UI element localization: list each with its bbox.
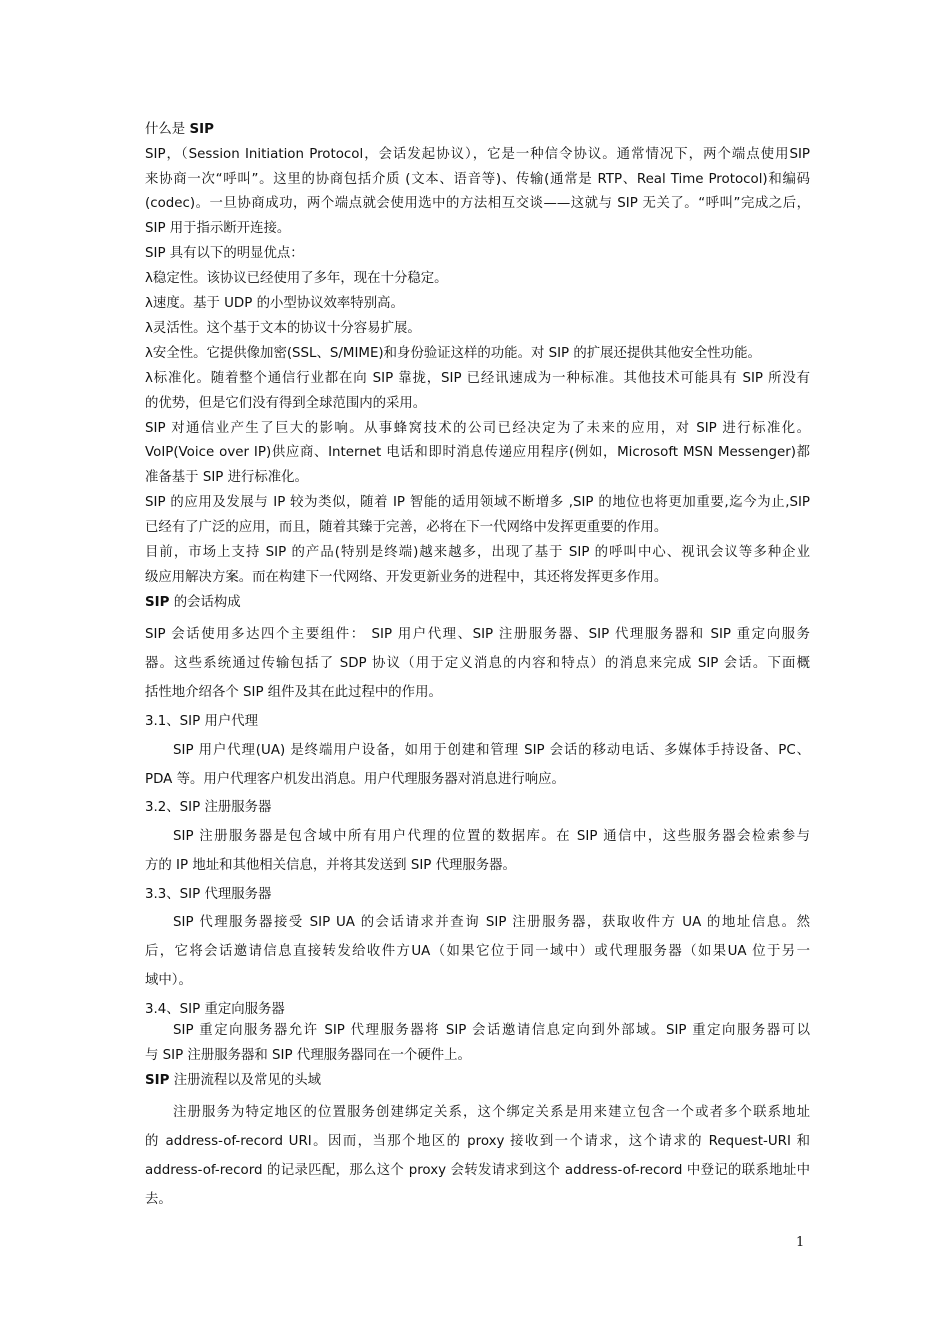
advantage-item: λ稳定性。该协议已经使用了多年，现在十分稳定。	[145, 271, 448, 286]
development-line: SIP 的应用及发展与 IP 较为类似，随着 IP 智能的适用领域不断增多 ,SIP 的地位也将更加重要,迄今为止,SIP	[145, 495, 810, 510]
section-3-1-line: SIP 用户代理(UA) 是终端用户设备，如用于创建和管理 SIP 会话的移动电话、多媒体手持设备、PC、	[173, 743, 810, 758]
market-line: 目前，市场上支持 SIP 的产品(特别是终端)越来越多，出现了基于 SIP 的呼叫中心、视讯会议等多种企业	[145, 545, 810, 560]
section-3-2-heading: 3.2、SIP 注册服务器	[145, 800, 272, 815]
page-number: 1	[796, 1235, 805, 1250]
title-prefix: 什么是	[145, 122, 190, 137]
session-heading-bold: SIP	[145, 595, 170, 610]
section-3-1-line: PDA 等。用户代理客户机发出消息。用户代理服务器对消息进行响应。	[145, 772, 565, 787]
section-3-2-line: SIP 注册服务器是包含域中所有用户代理的位置的数据库。在 SIP 通信中，这些服务器会检索参与	[173, 829, 810, 844]
section-3-4-line: SIP 重定向服务器允许 SIP 代理服务器将 SIP 会话邀请信息定向到外部域。SIP 重定向服务器可以	[173, 1023, 810, 1038]
intro-line: 来协商一次“呼叫”。这里的协商包括介质 (文本、语音等)、传输(通常是 RTP、Real Time Protocol)和编码	[145, 172, 810, 187]
advantage-item: λ灵活性。这个基于文本的协议十分容易扩展。	[145, 321, 421, 336]
advantage-item: λ标准化。随着整个通信行业都在向 SIP 靠拢，SIP 已经讯速成为一种标准。其他技术可能具有 SIP 所没有	[145, 371, 810, 386]
section-3-4-line: 与 SIP 注册服务器和 SIP 代理服务器同在一个硬件上。	[145, 1048, 471, 1063]
intro-line: SIP 用于指示断开连接。	[145, 221, 291, 236]
registration-line: address-of-record 的记录匹配，那么这个 proxy 会转发请求到这个 address-of-record 中登记的联系地址中	[145, 1163, 810, 1178]
registration-line: 注册服务为特定地区的位置服务创建绑定关系，这个绑定关系是用来建立包含一个或者多个联系地址	[173, 1105, 810, 1120]
impact-line: VoIP(Voice over IP)供应商、Internet 电话和即时消息传递应用程序(例如，Microsoft MSN Messenger)都	[145, 445, 810, 460]
section-3-3-line: 后，它将会话邀请信息直接转发给收件方UA（如果它位于同一域中）或代理服务器（如果UA 位于另一	[145, 944, 810, 959]
advantage-item: λ速度。基于 UDP 的小型协议效率特别高。	[145, 296, 404, 311]
registration-line: 去。	[145, 1192, 172, 1207]
registration-line: 的 address-of-record URI。因而，当那个地区的 proxy 接收到一个请求，这个请求的 Request-URI 和	[145, 1134, 810, 1149]
section-3-4-heading: 3.4、SIP 重定向服务器	[145, 1002, 285, 1017]
registration-heading-bold: SIP	[145, 1073, 170, 1088]
intro-line: SIP，（Session Initiation Protocol，会话发起协议），它是一种信令协议。通常情况下，两个端点使用SIP	[145, 147, 810, 162]
impact-line: SIP 对通信业产生了巨大的影响。从事蜂窝技术的公司已经决定为了未来的应用，对 SIP 进行标准化。	[145, 421, 810, 436]
market-line: 级应用解决方案。而在构建下一代网络、开发更新业务的进程中，其还将发挥更多作用。	[145, 570, 668, 585]
registration-heading	[145, 1072, 810, 1090]
session-intro-line: 器。这些系统通过传输包括了 SDP 协议（用于定义消息的内容和特点）的消息来完成 SIP 会话。下面概	[145, 656, 810, 671]
section-3-3-line: SIP 代理服务器接受 SIP UA 的会话请求并查询 SIP 注册服务器，获取收件方 UA 的地址信息。然	[173, 915, 810, 930]
development-line: 已经有了广泛的应用，而且，随着其臻于完善，必将在下一代网络中发挥更重要的作用。	[145, 520, 668, 535]
advantages-heading: SIP 具有以下的明显优点：	[145, 246, 304, 261]
advantage-item: λ安全性。它提供像加密(SSL、S/MIME)和身份验证这样的功能。对 SIP 的扩展还提供其他安全性功能。	[145, 346, 761, 361]
impact-line: 准备基于 SIP 进行标准化。	[145, 470, 308, 485]
section-3-3-line: 域中）。	[145, 973, 192, 988]
advantage-item: 的优势，但是它们没有得到全球范围内的采用。	[145, 396, 427, 411]
section-3-2-line: 方的 IP 地址和其他相关信息，并将其发送到 SIP 代理服务器。	[145, 858, 516, 873]
session-intro-line: 括性地介绍各个 SIP 组件及其在此过程中的作用。	[145, 685, 442, 700]
title-what-is-sip	[145, 121, 810, 139]
session-intro-line: SIP 会话使用多达四个主要组件： SIP 用户代理、SIP 注册服务器、SIP 代理服务器和 SIP 重定向服务	[145, 627, 810, 642]
session-heading	[145, 594, 810, 612]
title-bold: SIP	[189, 122, 214, 137]
session-heading-rest: 的会话构成	[169, 595, 241, 610]
section-3-3-heading: 3.3、SIP 代理服务器	[145, 887, 272, 902]
intro-line: (codec)。一旦协商成功，两个端点就会使用选中的方法相互交谈——这就与 SIP 无关了。“呼叫”完成之后，	[145, 196, 810, 211]
section-3-1-heading: 3.1、SIP 用户代理	[145, 714, 259, 729]
registration-heading-rest: 注册流程以及常见的头域	[169, 1073, 322, 1088]
